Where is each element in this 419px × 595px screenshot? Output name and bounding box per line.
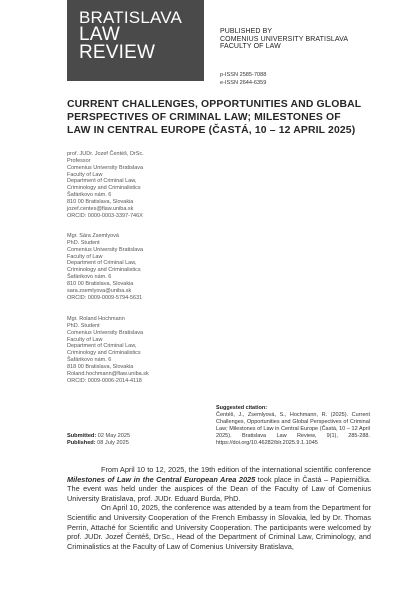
author-line: PhD. Student <box>67 239 100 246</box>
article-body <box>67 465 371 551</box>
submitted-date-row <box>67 433 130 440</box>
author-line: Professor <box>67 157 91 164</box>
author-line: Comenius University Bratislava <box>67 164 144 171</box>
author-line: Criminology and Criminalistics <box>67 267 141 274</box>
body-text: From April 10 to 12, 2025, the 19th edition of the international scientific conference <box>101 465 371 474</box>
author-orcid: ORCID: 0000-0003-3397-746X <box>67 212 143 219</box>
author-line: Faculty of Law <box>67 336 103 343</box>
author-line: prof. JUDr. Jozef Čentéš, DrSc. <box>67 151 144 157</box>
author-line: Department of Criminal Law, <box>67 343 137 350</box>
author-block <box>67 233 187 301</box>
submitted-date: 02 May 2025 <box>97 433 131 439</box>
publisher-line: FACULTY OF LAW <box>220 43 281 51</box>
article-dates <box>67 433 130 447</box>
author-line: Mgr. Roland Hochmann <box>67 316 125 322</box>
journal-logo <box>67 0 204 81</box>
author-line: Comenius University Bratislava <box>67 246 144 253</box>
conference-name: Milestones of Law in the Central European Area 2025 <box>67 474 256 484</box>
citation-heading: Suggested citation: <box>216 405 268 411</box>
suggested-citation <box>216 405 370 446</box>
body-text: took place in Častá – Papiernička. The event was held under the auspices of the Dean of the Faculty of Law of Comenius University Bratislava, prof. JUDr. Eduard Burda, PhD. <box>67 474 371 503</box>
logo-line: REVIEW <box>79 42 156 63</box>
electronic-issn: e-ISSN 2644-6359 <box>220 80 267 86</box>
logo-line: BRATISLAVA <box>79 8 183 27</box>
issn-block <box>220 71 266 87</box>
author-email[interactable]: sara.zsemlyova@uniba.sk <box>67 287 132 294</box>
published-date: 08 July 2025 <box>97 439 129 446</box>
author-line: Comenius University Bratislava <box>67 329 144 336</box>
author-block <box>67 316 187 384</box>
author-line: Criminology and Criminalistics <box>67 185 141 192</box>
published-date-row <box>67 440 130 447</box>
author-line: Šafárikovo nám. 6 <box>67 274 112 281</box>
author-line: Faculty of Law <box>67 171 103 178</box>
author-line: Department of Criminal Law, <box>67 260 137 267</box>
publisher-line: PUBLISHED BY <box>220 28 273 35</box>
citation-text[interactable]: Čentéš, J., Zsemlyová, S., Hochmann, R. (2025). Current Challenges, Opportunities and Global Perspectives of Criminal Law; Milestones of Law in Central Europe (Častá, 10 – 12 April 2025). Bratislava Law Review, 9(1), 285-288. https://doi.org/10.46282/blr.2025.9.1.1045 <box>216 411 370 446</box>
author-line: Criminology and Criminalistics <box>67 350 141 357</box>
author-line: 810 00 Bratislava, Slovakia <box>67 280 134 287</box>
author-line: 810 00 Bratislava, Slovakia <box>67 198 134 205</box>
author-line: Faculty of Law <box>67 253 103 260</box>
author-line: PhD. Student <box>67 322 100 329</box>
publisher-info <box>220 28 348 51</box>
author-line: Department of Criminal Law, <box>67 178 137 185</box>
author-email[interactable]: jozef.centes@flaw.uniba.sk <box>67 205 134 212</box>
body-paragraph: On April 10, 2025, the conference was attended by a team from the Department for Scientific and University Cooperation of the French Embassy in Slovakia, led by Dr. Thomas Perrin, Attaché for Scientific and University Cooperation. The participants were welcomed by prof. JUDr. Jozef Čentéš, DrSc., Head of the Department of Criminal Law, Criminology, and Criminalistics at the Faculty of Law of Comenius University Bratislava, <box>67 503 371 551</box>
author-block <box>67 151 187 219</box>
submitted-label: Submitted: <box>67 433 97 439</box>
published-label: Published: <box>67 439 96 446</box>
author-email[interactable]: Roland.hochmann@flaw.uniba.sk <box>67 370 149 377</box>
author-line: 818 00 Bratislava, Slovakia <box>67 363 134 370</box>
author-line: Šafárikovo nám. 6 <box>67 192 112 199</box>
author-orcid: ORCID: 0009-0009-5794-5631 <box>67 294 143 301</box>
publisher-line: COMENIUS UNIVERSITY BRATISLAVA <box>220 35 349 43</box>
body-paragraph <box>67 465 371 503</box>
article-title: CURRENT CHALLENGES, OPPORTUNITIES AND GLOBAL PERSPECTIVES OF CRIMINAL LAW; MILESTONES OF LAW IN CENTRAL EUROPE (ČASTÁ, 10 – 12 APRIL 2025) <box>67 99 362 137</box>
author-orcid: ORCID: 0009-0006-2014-4118 <box>67 377 142 384</box>
author-line: Šafárikovo nám. 6 <box>67 357 112 364</box>
logo-line: LAW <box>79 24 121 45</box>
author-line: Mgr. Sára Zsemlyová <box>67 233 119 239</box>
print-issn: p-ISSN 2585-7088 <box>220 72 267 78</box>
